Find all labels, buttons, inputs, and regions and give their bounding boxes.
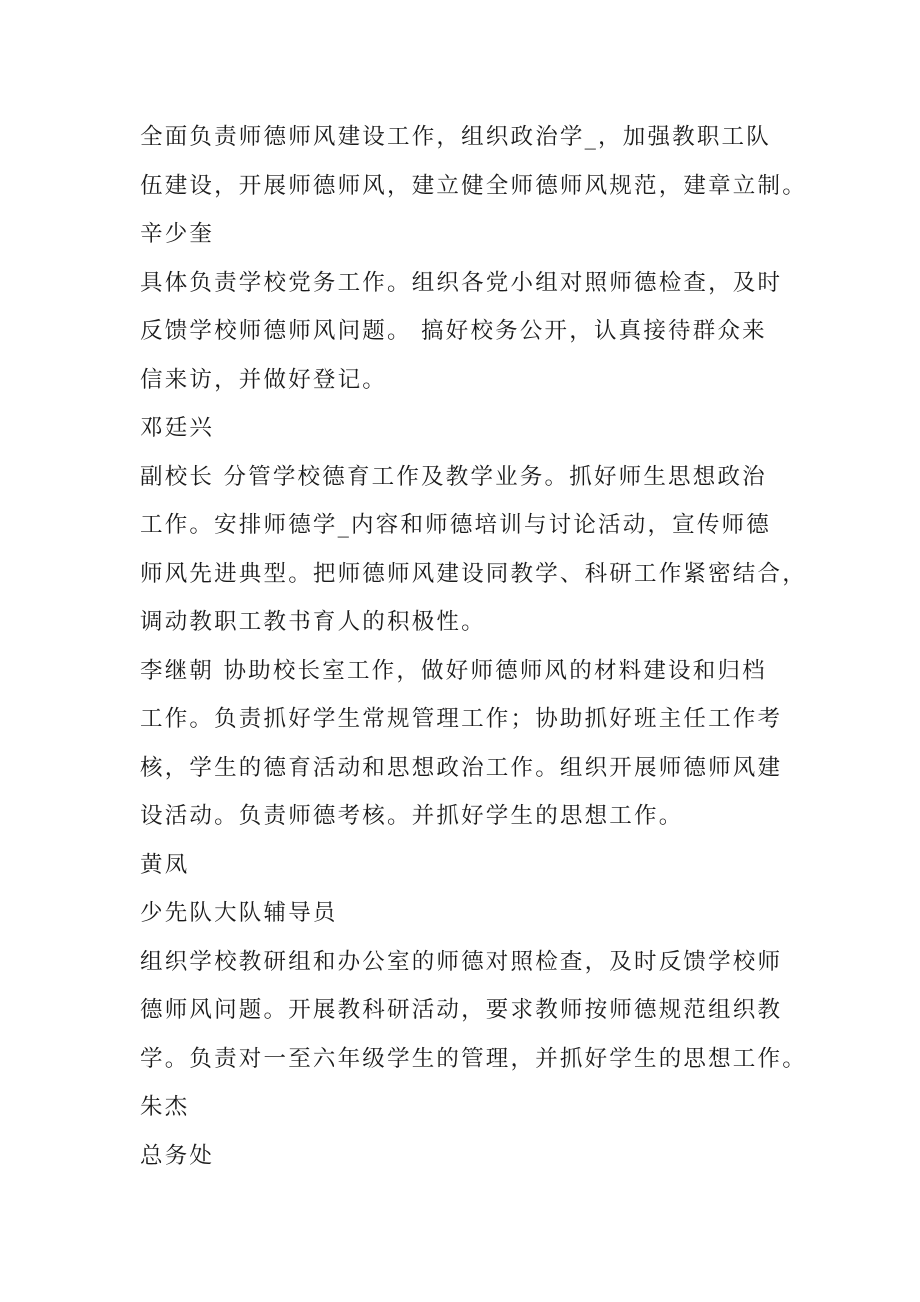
role-heading: 少先队大队辅导员 (140, 900, 338, 926)
text-line: 伍建设，开展师德师风，建立健全师德师风规范，建章立制。 (140, 172, 807, 199)
text-line: 学。负责对一至六年级学生的管理，并抓好学生的思想工作。 (140, 1045, 807, 1072)
text-line: 工作。负责抓好学生常规管理工作；协助抓好班主任工作考 (140, 706, 783, 732)
name-heading: 辛少奎 (140, 221, 215, 247)
name-heading: 朱杰 (140, 1094, 190, 1120)
name-heading: 邓廷兴 (140, 415, 215, 441)
text-line: 全面负责师德师风建设工作，组织政治学_，加强教职工队 (140, 124, 771, 150)
text-line: 具体负责学校党务工作。组织各党小组对照师德检查，及时 (140, 269, 783, 296)
text-line: 信来访，并做好登记。 (140, 366, 388, 393)
department-heading: 总务处 (140, 1142, 215, 1169)
text-line: 组织学校教研组和办公室的师德对照检查，及时反馈学校师 (140, 948, 783, 975)
text-line: 师风先进典型。把师德师风建设同教学、科研工作紧密结合， (140, 560, 807, 587)
name-heading: 黄凤 (140, 851, 190, 878)
text-line: 李继朝 协助校长室工作，做好师德师风的材料建设和归档 (140, 657, 767, 684)
document-body (140, 113, 807, 1180)
text-line: 调动教职工教书育人的积极性。 (140, 609, 486, 635)
text-line: 德师风问题。开展教科研活动，要求教师按师德规范组织教 (140, 997, 783, 1023)
text-line: 副校长 分管学校德育工作及教学业务。抓好师生思想政治 (140, 463, 767, 490)
text-line: 核，学生的德育活动和思想政治工作。组织开展师德师风建 (140, 754, 783, 781)
text-line: 设活动。负责师德考核。并抓好学生的思想工作。 (140, 803, 684, 829)
text-line: 反馈学校师德师风问题。 搞好校务公开，认真接待群众来 (140, 318, 767, 344)
text-line: 工作。安排师德学_内容和师德培训与讨论活动，宣传师德 (140, 512, 771, 538)
